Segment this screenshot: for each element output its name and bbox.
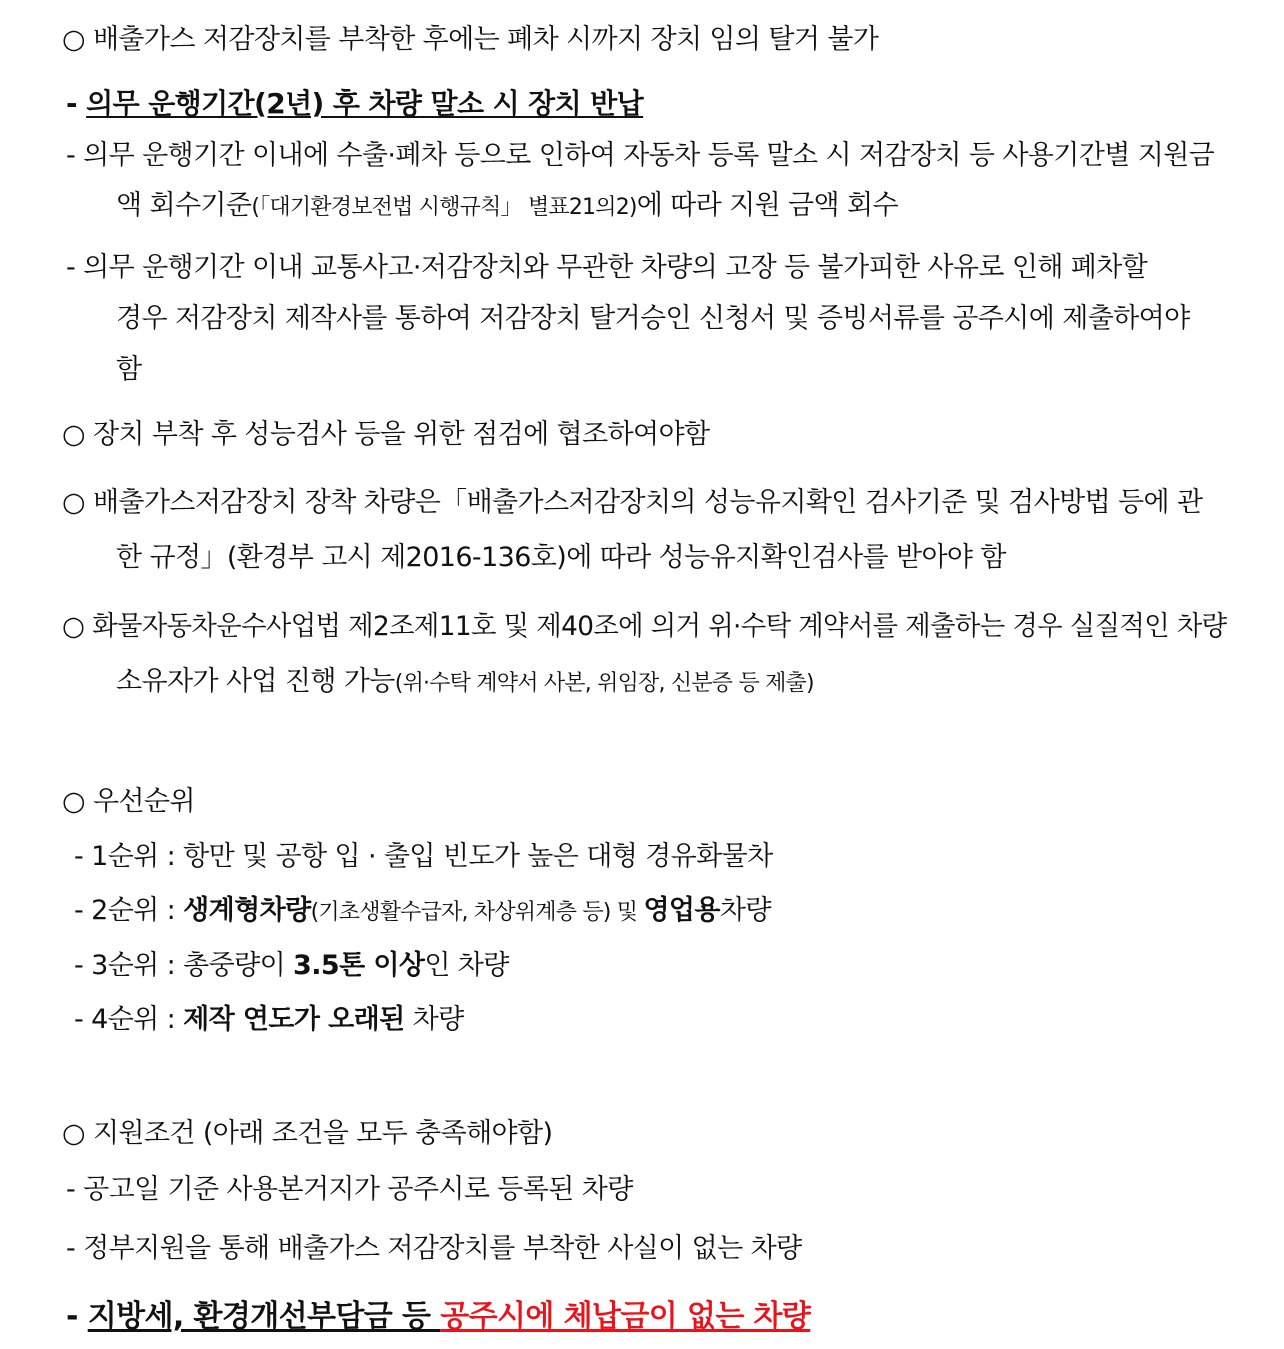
priority-1: - 1순위 : 항만 및 공항 입 · 출입 빈도가 높은 대형 경유화물차 <box>74 841 773 872</box>
text-part: - 4순위 : <box>74 1004 184 1035</box>
bullet-scrap-line3: 함 <box>116 354 142 385</box>
notice-inspection: ○ 장치 부착 후 성능검사 등을 위한 점검에 협조하여야함 <box>62 419 710 450</box>
notice-device-removal: ○ 배출가스 저감장치를 부착한 후에는 폐차 시까지 장치 임의 탈거 불가 <box>62 24 879 55</box>
text-part: 에 따라 지원 금액 회수 <box>636 190 898 221</box>
bullet-return-device <box>66 86 643 122</box>
condition-1: - 공고일 기준 사용본거지가 공주시로 등록된 차량 <box>66 1174 633 1205</box>
notice-consignment-line1: ○ 화물자동차운수사업법 제2조제11호 및 제40조에 의거 위·수탁 계약서를 제출하는 경우 실질적인 차량 <box>62 611 1227 642</box>
emphasis-red-text: 공주시에 체납금이 없는 차량 <box>440 1299 811 1334</box>
dash: - <box>66 87 87 120</box>
reference-note: (「대기환경보전법 시행규칙」 별표21의2) <box>251 195 637 220</box>
bold-text: 영업용 <box>643 895 720 926</box>
emphasis-text: 의무 운행기간(2년) 후 차량 말소 시 장치 반납 <box>86 87 644 120</box>
text-part: 차량 <box>404 1004 464 1035</box>
notice-consignment-line2 <box>116 664 814 702</box>
text-part: 소유자가 사업 진행 가능 <box>116 666 395 697</box>
notice-performance-check-line2: 한 규정」(환경부 고시 제2016-136호)에 따라 성능유지확인검사를 받아야 함 <box>116 542 1006 573</box>
text-part: - 2순위 : <box>74 895 184 926</box>
conditions-heading: ○ 지원조건 (아래 조건을 모두 충족해야함) <box>62 1118 553 1149</box>
priority-heading: ○ 우선순위 <box>62 786 195 817</box>
bullet-scrap-line2: 경우 저감장치 제작사를 통하여 저감장치 탈거승인 신청서 및 증빙서류를 공주시에 제출하여야 <box>116 303 1190 334</box>
bold-text: 제작 연도가 오래된 <box>183 1004 405 1035</box>
priority-3 <box>74 948 509 984</box>
bullet-recovery-line1: - 의무 운행기간 이내에 수출·폐차 등으로 인하여 자동차 등록 말소 시 저감장치 등 사용기간별 지원금 <box>66 140 1215 171</box>
bold-text: 생계형차량 <box>183 895 311 926</box>
text-part: 인 차량 <box>424 950 509 981</box>
condition-3 <box>66 1297 810 1337</box>
text-part: 액 회수기준 <box>116 190 252 221</box>
text-part: - 3순위 : 총중량이 <box>74 950 294 981</box>
bold-text: 3.5톤 이상 <box>293 950 425 981</box>
dash: - <box>66 1299 88 1334</box>
emphasis-text: 지방세, 환경개선부담금 등 <box>87 1299 441 1334</box>
priority-4 <box>74 1002 464 1038</box>
notice-performance-check-line1: ○ 배출가스저감장치 장착 차량은「배출가스저감장치의 성능유지확인 검사기준 및 검사방법 등에 관 <box>62 487 1203 518</box>
condition-2: - 정부지원을 통해 배출가스 저감장치를 부착한 사실이 없는 차량 <box>66 1233 802 1264</box>
text-part: 차량 <box>719 895 771 926</box>
reference-note: (위·수탁 계약서 사본, 위임장, 신분증 등 제출) <box>394 671 814 696</box>
priority-2 <box>74 893 771 931</box>
bullet-scrap-line1: - 의무 운행기간 이내 교통사고·저감장치와 무관한 차량의 고장 등 불가피한 사유로 인해 폐차할 <box>66 252 1148 283</box>
text-part: (기초생활수급자, 차상위계층 등) 및 <box>310 900 644 925</box>
bullet-recovery-line2 <box>116 188 898 226</box>
